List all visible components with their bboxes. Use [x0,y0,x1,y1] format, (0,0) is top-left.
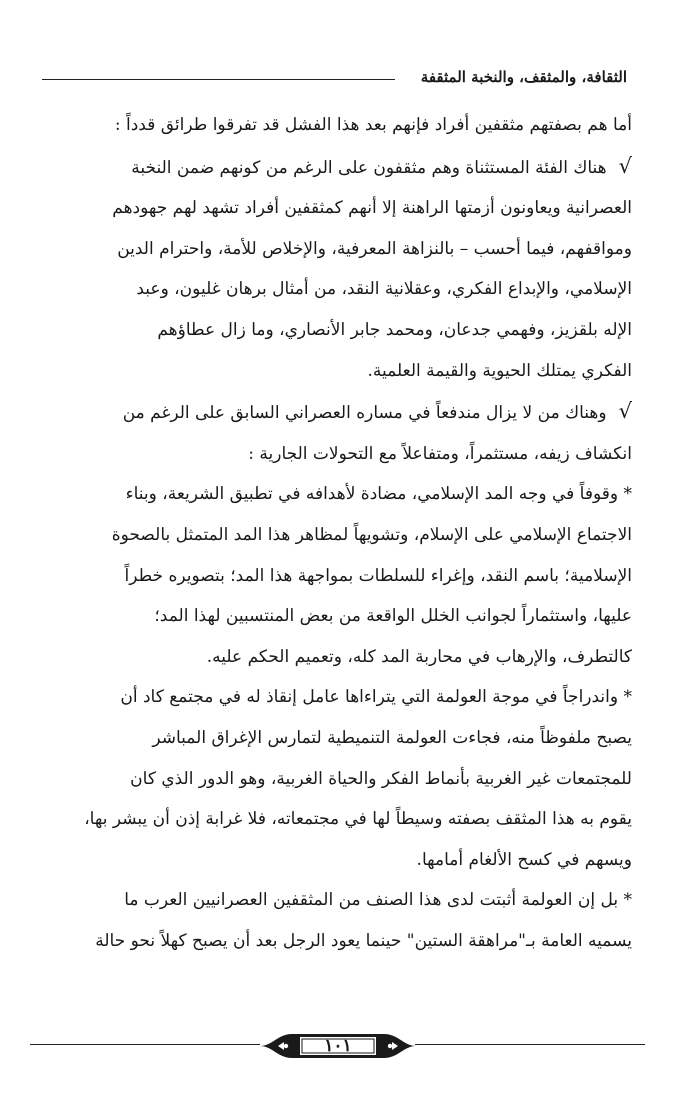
text-line [42,677,632,718]
line-text: الإله بلقزيز، وفهمي جدعان، ومحمد جابر الأنصاري، وما زال عطاؤهم [157,319,632,340]
text-line [42,596,632,637]
checkmark-icon: √ [618,153,632,178]
text-line [42,556,632,597]
line-text: هناك الفئة المستثناة وهم مثقفون على الرغم من كونهم ضمن النخبة [131,157,607,178]
body-text [42,105,632,961]
line-text: ومواقفهم، فيما أحسب – بالنزاهة المعرفية، والإخلاص للأمة، واحترام الدين [117,238,632,259]
text-line [42,146,632,189]
text-line [42,434,632,475]
text-line [42,759,632,800]
paragraph [42,677,632,880]
line-text: أما هم بصفتهم مثقفين أفراد فإنهم بعد هذا الفشل قد تفرقوا طرائق قدداً : [114,115,632,135]
line-text: الإسلامية؛ باسم النقد، وإغراء للسلطات بمواجهة هذا المد؛ بتصويره خطراً [124,565,632,586]
text-line [42,880,632,921]
line-text: ويسهم في كسح الألغام أمامها. [416,849,632,870]
text-line [42,840,632,881]
line-text: وهناك من لا يزال مندفعاً في مساره العصراني السابق على الرغم من [122,403,607,424]
line-text: الاجتماع الإسلامي على الإسلام، وتشويهاً لمظاهر هذا المد المتمثل بالصحوة [111,524,632,545]
line-text: * وقوفاً في وجه المد الإسلامي، مضادة لأهدافه في تطبيق الشريعة، وبناء [125,484,632,505]
text-line [42,351,632,392]
footer-rule-left [30,1044,260,1045]
paragraph [42,146,632,392]
paragraph [42,105,632,146]
line-text: الإسلامي، والإبداع الفكري، وعقلانية النقد، من أمثال برهان غليون، وعبد [136,279,632,300]
page-footer [30,1024,645,1068]
checkmark-icon: √ [618,399,632,424]
text-line [42,921,632,962]
running-header [42,66,627,90]
text-line [42,637,632,678]
line-text: يقوم به هذا المثقف بصفته وسيطاً لها في مجتمعاته، فلا غرابة إذن أن يبشر بها، [84,809,632,830]
line-text: عليها، واستثماراً لجوانب الخلل الواقعة من بعض المنتسبين لهذا المد؛ [154,606,632,627]
line-text: * واندراجاً في موجة العولمة التي يتراءاها عامل إنقاذ له في مجتمع كاد أن [120,687,632,708]
text-line [42,105,632,146]
paragraph [42,391,632,474]
line-text: كالتطرف، والإرهاب في محاربة المد كله، وتعميم الحكم عليه. [206,646,632,667]
text-line [42,474,632,515]
text-line [42,188,632,229]
text-line [42,310,632,351]
running-header-title: الثقافة، والمثقف، والنخبة المثقفة [420,68,627,86]
text-line [42,718,632,759]
paragraph [42,880,632,961]
text-line [42,269,632,310]
text-line [42,229,632,270]
line-text: يصبح ملفوظاً منه، فجاءت العولمة التنميطية لتمارس الإغراق المباشر [152,727,632,748]
line-text: انكشاف زيفه، مستثمراً، ومتفاعلاً مع التحولات الجارية : [248,443,632,464]
footer-rule-right [415,1044,645,1045]
paragraph [42,474,632,677]
line-text: للمجتمعات غير الغربية بأنماط الفكر والحياة الغربية، وهو الدور الذي كان [130,768,632,789]
line-text: * بل إن العولمة أثبتت لدى هذا الصنف من المثقفين العصرانيين العرب ما [124,890,632,911]
line-text: الفكري يمتلك الحيوية والقيمة العلمية. [367,360,632,381]
header-rule [42,79,395,80]
text-line [42,391,632,434]
line-text: يسميه العامة بـ"مراهقة الستين" حينما يعود الرجل بعد أن يصبح كهلاً نحو حالة [95,930,632,951]
page-number: ١٠١ [324,1036,352,1056]
text-line [42,515,632,556]
text-line [42,799,632,840]
line-text: العصرانية ويعاونون أزمتها الراهنة إلا أنهم كمثقفين أفراد تشهد لهم جهودهم [112,198,632,219]
